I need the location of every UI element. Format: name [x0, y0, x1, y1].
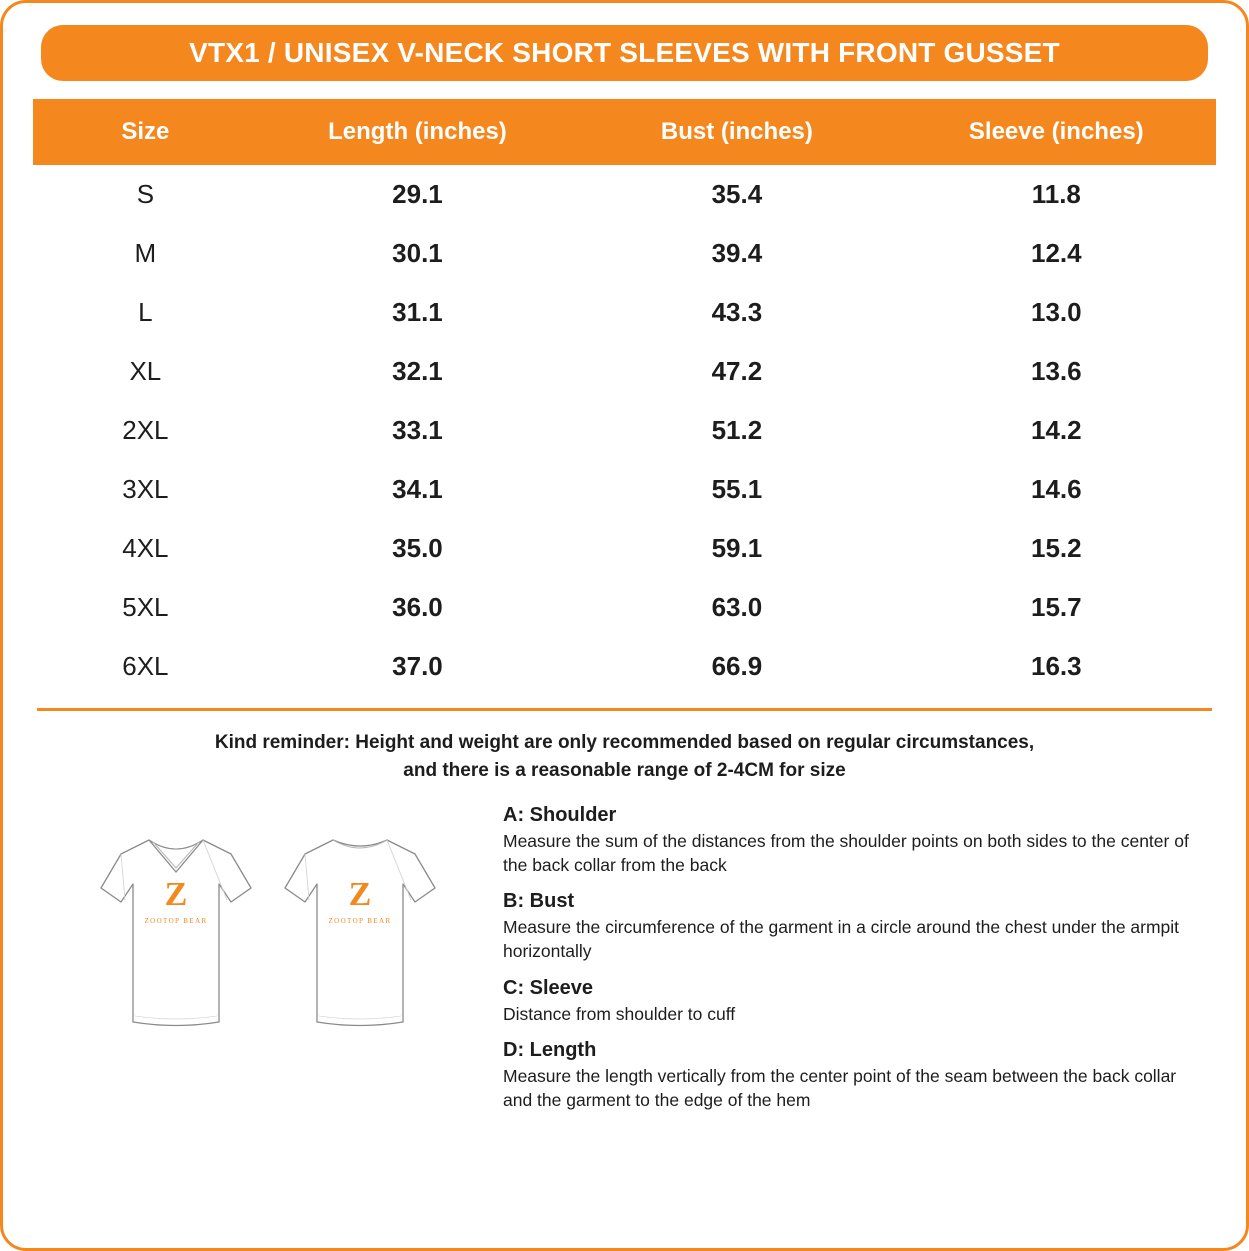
- cell-size: XL: [129, 356, 162, 386]
- measurement-title: C: Sleeve: [503, 976, 594, 999]
- reminder-line-2: and there is a reasonable range of 2-4CM for size: [403, 759, 846, 781]
- table-row: [33, 519, 1216, 578]
- column-header-size: Size: [121, 118, 170, 145]
- cell-length: 31.1: [392, 297, 443, 327]
- cell-length: 36.0: [392, 592, 443, 622]
- logo-mark: Z: [348, 876, 372, 914]
- table-row: [33, 637, 1216, 696]
- reminder-line-1: Kind reminder: Height and weight are only recommended based on regular circumstances,: [214, 732, 1035, 753]
- cell-length: 37.0: [392, 651, 443, 681]
- table-row: [33, 578, 1216, 637]
- cell-bust: 43.3: [711, 297, 763, 327]
- measurement-shoulder: [503, 804, 1196, 877]
- table-row: [33, 460, 1216, 519]
- shirt-back-wrap: [275, 826, 445, 1046]
- measurement-title: D: Length: [503, 1039, 597, 1062]
- cell-bust: 66.9: [711, 651, 763, 681]
- table-row: [33, 165, 1216, 224]
- cell-size: 3XL: [122, 474, 169, 504]
- cell-length: 34.1: [392, 474, 443, 504]
- measurement-description: Distance from shoulder to cuff: [503, 1003, 736, 1024]
- cell-size: 2XL: [122, 415, 169, 445]
- cell-length: 29.1: [392, 179, 443, 209]
- measurement-description: Measure the length vertically from the center point of the seam between the back collar and the garment to the edge of the hem: [503, 1066, 1177, 1110]
- cell-sleeve: 11.8: [1031, 179, 1081, 209]
- column-header-length: Length (inches): [328, 118, 507, 145]
- cell-bust: 51.2: [711, 415, 763, 445]
- table-row: [33, 401, 1216, 460]
- column-header-sleeve: Sleeve (inches): [968, 118, 1144, 145]
- logo-mark: Z: [164, 876, 188, 914]
- cell-bust: 39.4: [711, 238, 763, 268]
- shirt-illustrations: [43, 804, 493, 1125]
- cell-sleeve: 15.7: [1030, 592, 1082, 622]
- cell-length: 33.1: [392, 415, 443, 445]
- cell-sleeve: 15.2: [1030, 533, 1082, 563]
- measurement-title: A: Shoulder: [503, 804, 617, 827]
- cell-sleeve: 14.2: [1030, 415, 1082, 445]
- cell-length: 32.1: [392, 356, 443, 386]
- measurement-length: [503, 1039, 1196, 1112]
- cell-size: L: [138, 297, 153, 327]
- logo-brand: ZOOTOP BEAR: [328, 917, 392, 926]
- cell-bust: 55.1: [711, 474, 763, 504]
- cell-bust: 59.1: [711, 533, 763, 563]
- shirt-front-icon: [91, 826, 261, 1041]
- measurement-instructions: [493, 804, 1216, 1125]
- column-header-bust: Bust (inches): [660, 118, 813, 145]
- cell-size: 4XL: [122, 533, 169, 563]
- cell-length: 35.0: [392, 533, 443, 563]
- cell-size: 6XL: [122, 651, 169, 681]
- measurement-title: B: Bust: [503, 890, 575, 913]
- page-title: VTX1 / UNISEX V-NECK SHORT SLEEVES WITH FRONT GUSSET: [189, 37, 1060, 68]
- cell-size: 5XL: [122, 592, 169, 622]
- cell-sleeve: 14.6: [1030, 474, 1082, 504]
- cell-sleeve: 13.6: [1030, 356, 1082, 386]
- cell-length: 30.1: [392, 238, 443, 268]
- table-header-row: [33, 99, 1216, 165]
- measurement-bust: [503, 890, 1196, 963]
- cell-sleeve: 12.4: [1030, 238, 1082, 268]
- measurement-description: Measure the sum of the distances from the shoulder points on both sides to the center of the back collar from the back: [503, 831, 1189, 875]
- cell-sleeve: 13.0: [1030, 297, 1082, 327]
- page-title-bar: [41, 25, 1208, 81]
- cell-bust: 35.4: [711, 179, 763, 209]
- size-table: [33, 99, 1216, 696]
- shirt-front-wrap: [91, 826, 261, 1046]
- measurement-sleeve: [503, 977, 1196, 1027]
- bottom-section: [33, 804, 1216, 1125]
- logo-brand: ZOOTOP BEAR: [144, 917, 208, 926]
- cell-bust: 47.2: [711, 356, 763, 386]
- size-table-body: [33, 165, 1216, 696]
- table-row: [33, 283, 1216, 342]
- size-table-head: [33, 99, 1216, 165]
- measurement-description: Measure the circumference of the garment in a circle around the chest under the armpit horizontally: [503, 917, 1180, 961]
- cell-size: M: [134, 238, 157, 268]
- kind-reminder: [33, 711, 1216, 794]
- cell-size: S: [136, 179, 155, 209]
- cell-sleeve: 16.3: [1030, 651, 1082, 681]
- table-row: [33, 224, 1216, 283]
- shirt-back-icon: [275, 826, 445, 1041]
- cell-bust: 63.0: [711, 592, 763, 622]
- table-row: [33, 342, 1216, 401]
